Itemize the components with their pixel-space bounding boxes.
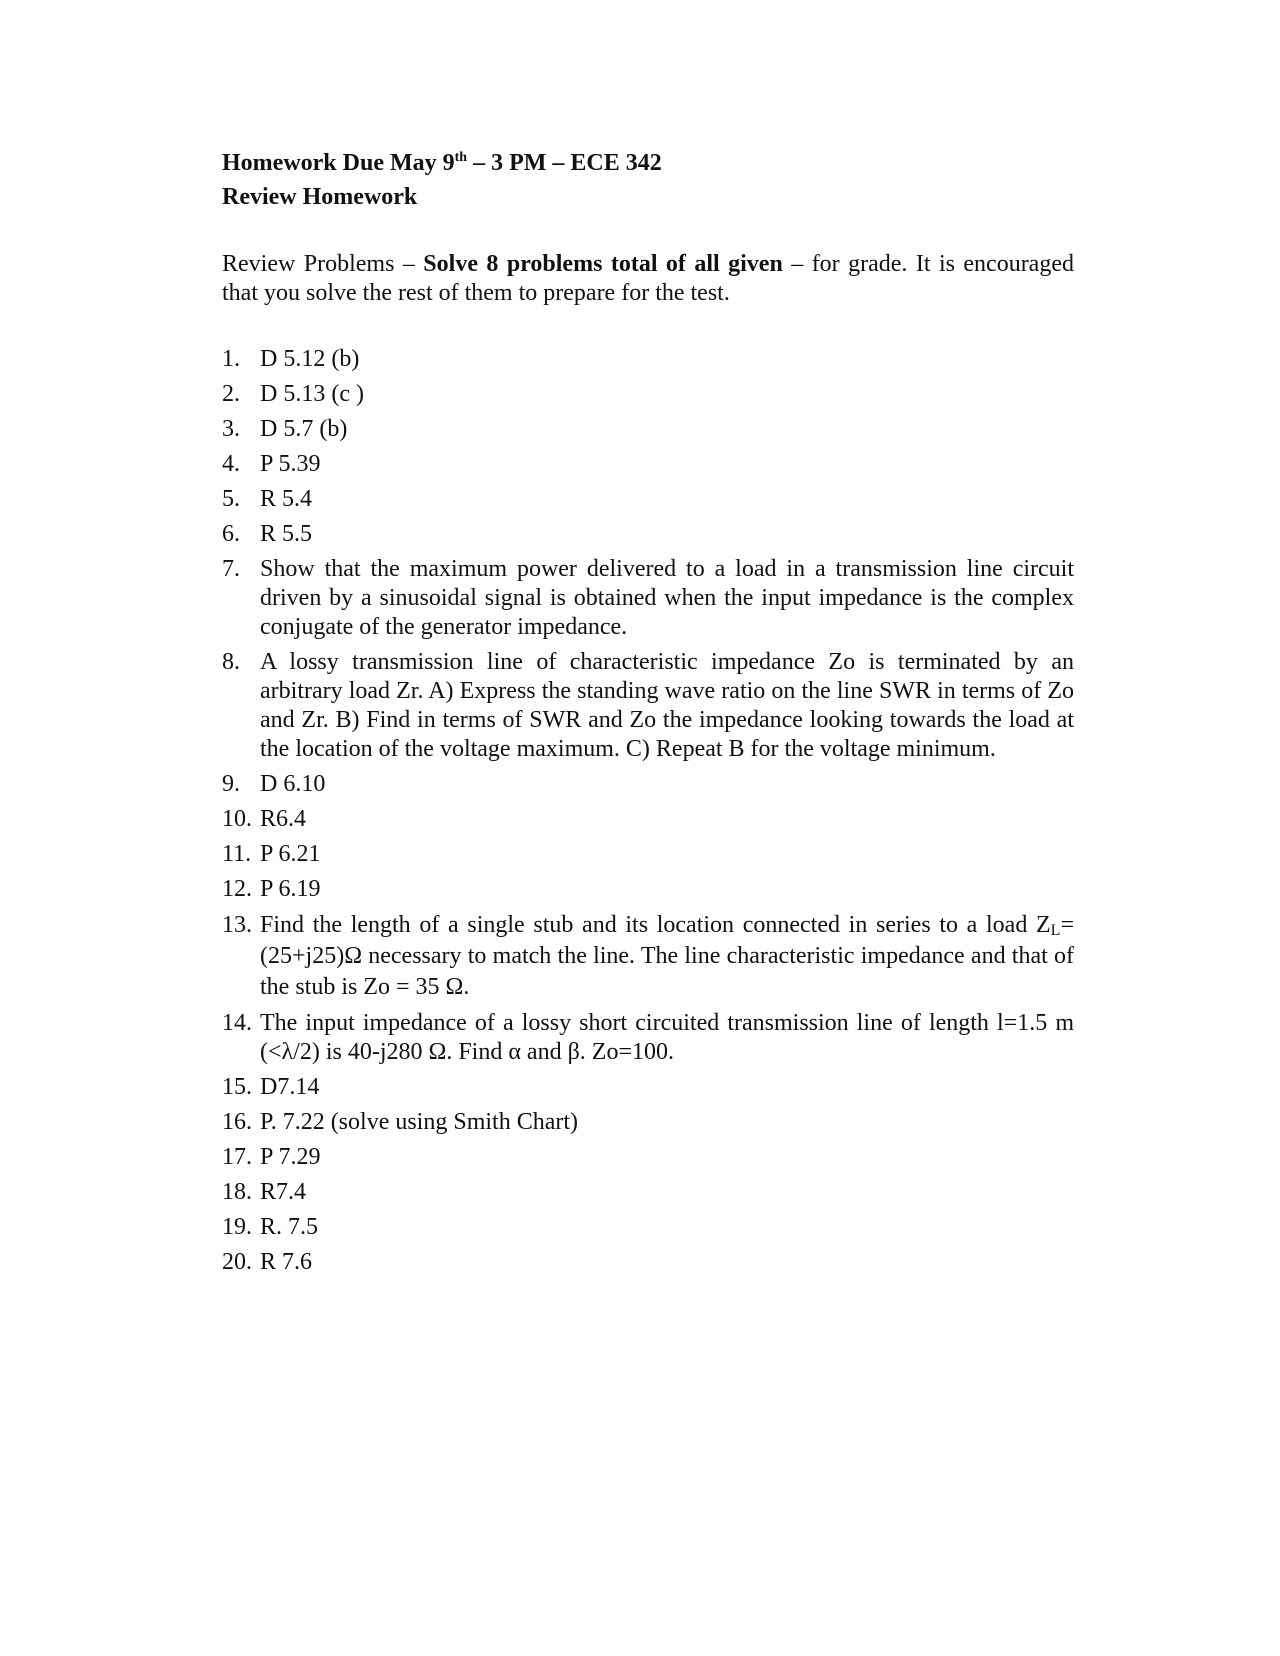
list-item bbox=[222, 1143, 1074, 1172]
problem-number: 9. bbox=[222, 771, 240, 797]
list-item bbox=[222, 1073, 1074, 1102]
intro-paragraph bbox=[222, 250, 1074, 308]
list-item bbox=[222, 1178, 1074, 1207]
document-title bbox=[222, 146, 1074, 180]
problem-number: 5. bbox=[222, 486, 240, 512]
problem-number: 18. bbox=[222, 1179, 252, 1205]
problem-text: R 5.5 bbox=[260, 521, 313, 547]
problem-text: P 6.19 bbox=[260, 876, 321, 902]
problem-number: 1. bbox=[222, 346, 240, 372]
problem-text: The input impedance of a lossy short circuited transmission line of length l=1.5 m (<λ/2) is 40-j280 Ω. Find α and β. Zo=100. bbox=[260, 1010, 1074, 1065]
problem-text: R 5.4 bbox=[260, 486, 313, 512]
problem-number: 15. bbox=[222, 1074, 252, 1100]
problem-number: 7. bbox=[222, 556, 240, 582]
list-item bbox=[222, 910, 1074, 1003]
title-prefix: Homework Due May 9 bbox=[222, 150, 455, 176]
problem-text: R. 7.5 bbox=[260, 1214, 319, 1240]
list-item bbox=[222, 840, 1074, 869]
problem-number: 19. bbox=[222, 1214, 252, 1240]
problem-number: 14. bbox=[222, 1010, 252, 1036]
list-item bbox=[222, 380, 1074, 409]
problem-text-after: =(25+j25)Ω necessary to match the line. The line characteristic impedance and that of the stub is Zo = 35 Ω. bbox=[260, 912, 1074, 1000]
intro-trail: – for grade. It is encouraged that you solve the rest of them to prepare for the test. bbox=[222, 251, 1074, 306]
list-item bbox=[222, 805, 1074, 834]
load-subscript: L bbox=[1050, 922, 1061, 939]
problem-text bbox=[260, 910, 1074, 1003]
problem-number: 13. bbox=[222, 912, 252, 938]
problem-text: D 5.7 (b) bbox=[260, 416, 348, 442]
problem-number: 3. bbox=[222, 416, 240, 442]
problem-number: 11. bbox=[222, 841, 252, 867]
list-item bbox=[222, 770, 1074, 799]
problem-text: R7.4 bbox=[260, 1179, 307, 1205]
problem-number: 12. bbox=[222, 876, 252, 902]
list-item bbox=[222, 1213, 1074, 1242]
problem-text: P 5.39 bbox=[260, 451, 321, 477]
list-item bbox=[222, 648, 1074, 764]
title-suffix: – 3 PM – ECE 342 bbox=[467, 150, 662, 176]
list-item bbox=[222, 520, 1074, 549]
problem-text: R6.4 bbox=[260, 806, 307, 832]
problem-text: P 6.21 bbox=[260, 841, 321, 867]
problem-number: 2. bbox=[222, 381, 240, 407]
list-item bbox=[222, 415, 1074, 444]
list-item bbox=[222, 1248, 1074, 1277]
list-item bbox=[222, 345, 1074, 374]
problem-text: D7.14 bbox=[260, 1074, 320, 1100]
problem-text: A lossy transmission line of characteristic impedance Zo is terminated by an arbitrary load Zr. A) Express the standing wave ratio on the line SWR in terms of Zo and Zr. B) Find in terms of SWR and Zo the impedance looking towards the load at the location of the voltage maximum. C) Repeat B for the voltage minimum. bbox=[260, 649, 1074, 762]
problem-text: R 7.6 bbox=[260, 1249, 313, 1275]
problem-number: 10. bbox=[222, 806, 252, 832]
problem-number: 20. bbox=[222, 1249, 252, 1275]
list-item bbox=[222, 450, 1074, 479]
title-superscript: th bbox=[454, 150, 468, 165]
problem-number: 17. bbox=[222, 1144, 252, 1170]
problem-text: P 7.29 bbox=[260, 1144, 321, 1170]
problem-number: 8. bbox=[222, 649, 240, 675]
list-item bbox=[222, 485, 1074, 514]
document-page bbox=[222, 146, 1074, 1283]
document-subtitle: Review Homework bbox=[222, 184, 418, 210]
intro-bold: Solve 8 problems total of all given bbox=[423, 251, 783, 277]
problem-number: 6. bbox=[222, 521, 240, 547]
problem-number: 4. bbox=[222, 451, 240, 477]
problem-text: D 5.12 (b) bbox=[260, 346, 360, 372]
problem-text: P. 7.22 (solve using Smith Chart) bbox=[260, 1109, 579, 1135]
problem-text: D 5.13 (c ) bbox=[260, 381, 364, 407]
problem-text: D 6.10 bbox=[260, 771, 326, 797]
problem-text-before: Find the length of a single stub and its location connected in series to a load Z bbox=[260, 912, 1051, 938]
list-item bbox=[222, 1009, 1074, 1067]
problem-text: Show that the maximum power delivered to a load in a transmission line circuit driven by a sinusoidal signal is obtained when the input impedance is the complex conjugate of the generator impedance. bbox=[260, 556, 1074, 640]
problem-number: 16. bbox=[222, 1109, 252, 1135]
problem-list bbox=[222, 345, 1074, 1277]
list-item bbox=[222, 875, 1074, 904]
intro-lead: Review Problems – bbox=[222, 251, 424, 277]
list-item bbox=[222, 555, 1074, 642]
list-item bbox=[222, 1108, 1074, 1137]
